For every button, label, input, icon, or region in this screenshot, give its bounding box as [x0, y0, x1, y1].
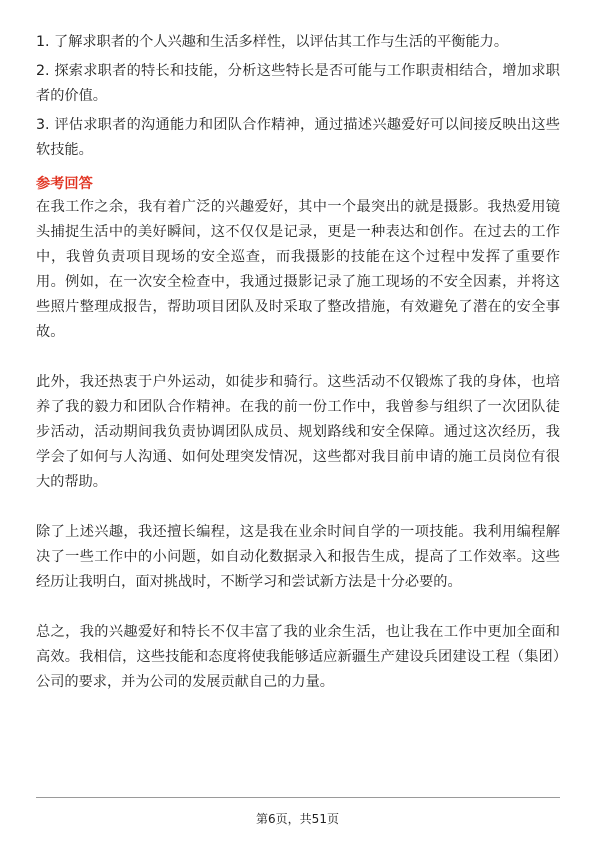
answer-paragraph-3: 除了上述兴趣，我还擅长编程，这是我在业余时间自学的一项技能。我利用编程解决了一些工作中的小问题，如自动化数据录入和报告生成，提高了工作效率。这些经历让我明白，面对挑战时，不断学习和尝试新方法是十分必要的。	[36, 524, 560, 590]
answer-paragraph-1: 在我工作之余，我有着广泛的兴趣爱好，其中一个最突出的就是摄影。我热爱用镜头捕捉生活中的美好瞬间，这不仅仅是记录，更是一种表达和创作。在过去的工作中，我曾负责项目现场的安全巡查，而我摄影的技能在这个过程中发挥了重要作用。例如，在一次安全检查中，我通过摄影记录了施工现场的不安全因素，并将这些照片整理成报告，帮助项目团队及时采取了整改措施，有效避免了潜在的安全事故。	[36, 199, 560, 340]
footer-divider	[36, 797, 560, 798]
list-item-1: 1. 了解求职者的个人兴趣和生活多样性，以评估其工作与生活的平衡能力。	[36, 34, 509, 50]
page-number: 第6页，共51页	[256, 812, 339, 826]
list-item-2: 2. 探索求职者的特长和技能，分析这些特长是否可能与工作职责相结合，增加求职者的价值。	[36, 63, 560, 104]
answer-paragraph-4: 总之，我的兴趣爱好和特长不仅丰富了我的业余生活，也让我在工作中更加全面和高效。我相信，这些技能和态度将使我能够适应新疆生产建设兵团建设工程（集团）公司的要求，并为公司的发展贡献自己的力量。	[36, 624, 560, 690]
section-title-reference-answer: 参考回答	[36, 176, 93, 192]
document-body	[36, 30, 560, 695]
list-item-3: 3. 评估求职者的沟通能力和团队合作精神，通过描述兴趣爱好可以间接反映出这些软技能。	[36, 117, 560, 158]
answer-paragraph-2: 此外，我还热衷于户外运动，如徒步和骑行。这些活动不仅锻炼了我的身体，也培养了我的毅力和团队合作精神。在我的前一份工作中，我曾参与组织了一次团队徒步活动，活动期间我负责协调团队成员、规划路线和安全保障。通过这次经历，我学会了如何与人沟通、如何处理突发情况，这些都对我目前申请的施工员岗位有很大的帮助。	[36, 374, 560, 490]
